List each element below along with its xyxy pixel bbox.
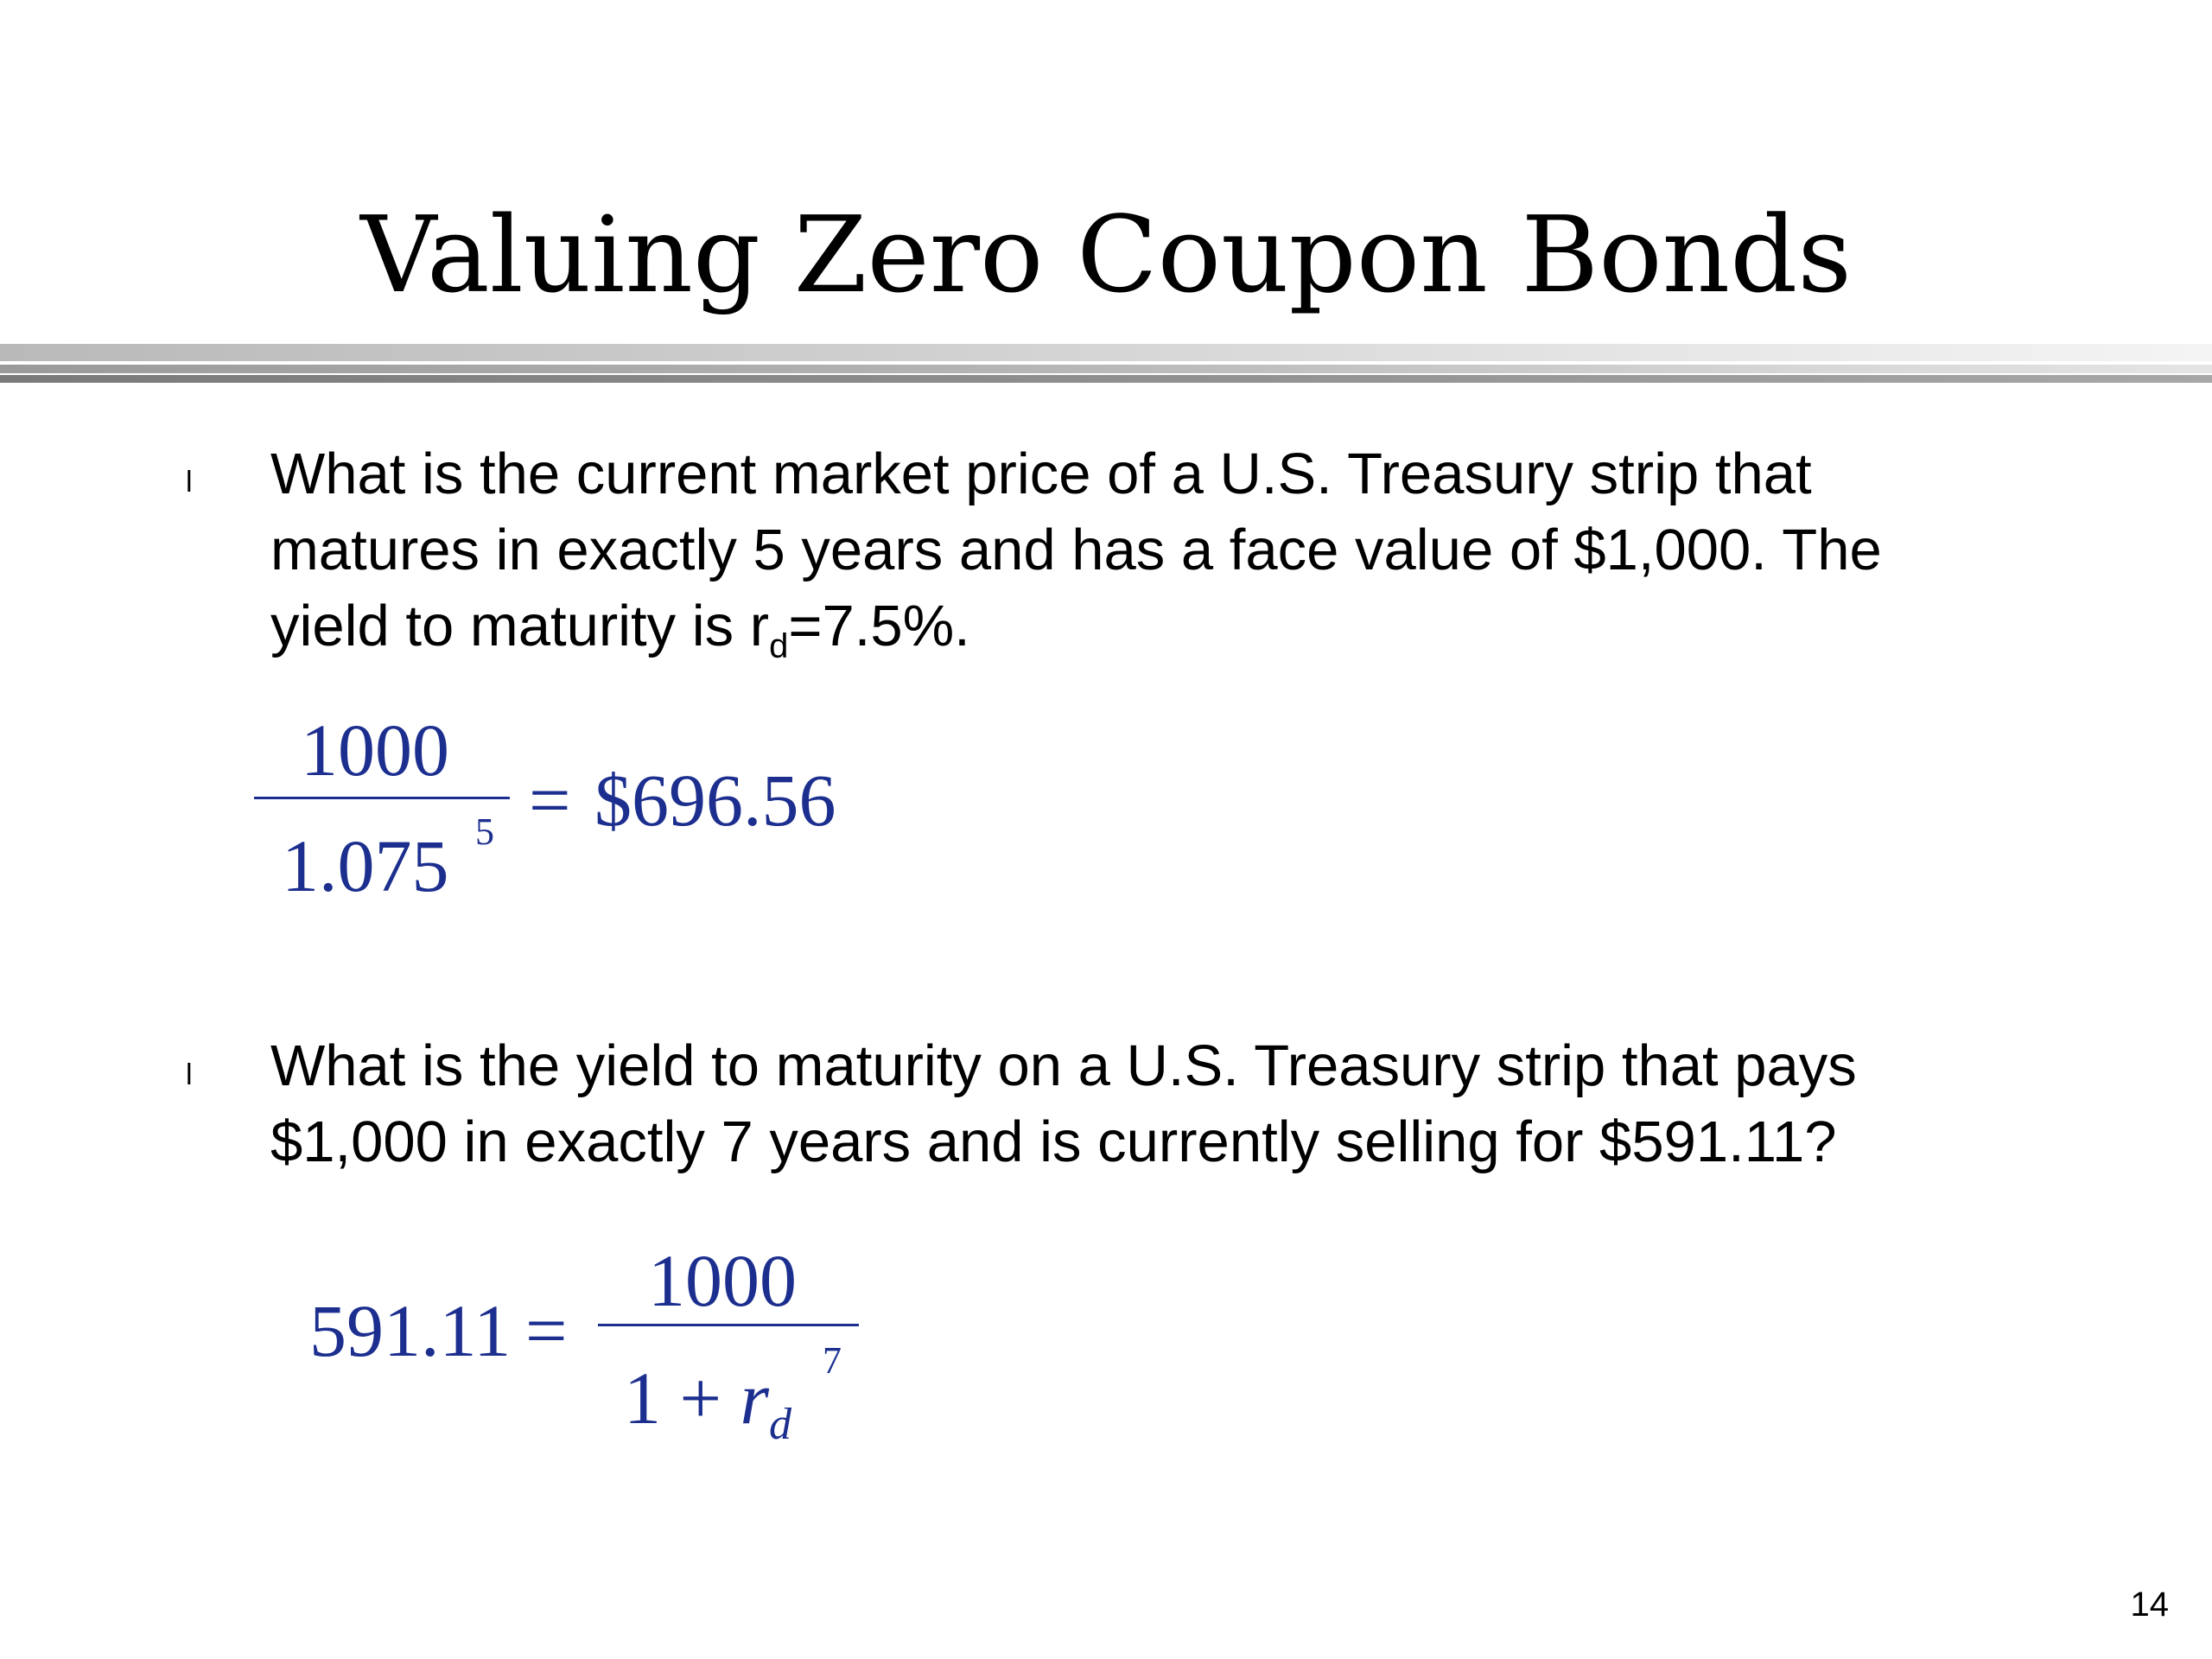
equation-2-numerator: 1000	[648, 1239, 797, 1322]
equation-1-exponent: 5	[475, 810, 494, 853]
page-number: 14	[2130, 1586, 2169, 1624]
question-2-line-1: What is the yield to maturity on a U.S. Treasury strip that pays	[270, 1033, 1857, 1098]
slide-title: Valuing Zero Coupon Bonds	[360, 194, 1852, 316]
question-1-line-1: What is the current market price of a U.S. Treasury strip that	[270, 442, 1812, 506]
bullet-marker: l	[186, 1058, 193, 1091]
equation-2-denominator-one: 1	[624, 1357, 661, 1440]
question-1-line-3	[270, 588, 1882, 664]
title-divider-dark	[0, 375, 2212, 383]
equation-1-fraction-bar	[254, 797, 510, 799]
rd-subscript: d	[769, 627, 789, 665]
question-1-line-3-suffix: =7.5%.	[788, 594, 970, 658]
equation-2-rate-subscript: d	[768, 1400, 791, 1449]
question-2	[270, 1028, 1857, 1180]
equation-2-rate-variable: r	[740, 1357, 769, 1440]
equation-2-exponent: 7	[823, 1339, 842, 1382]
title-divider-medium	[0, 365, 2212, 373]
equation-1-numerator: 1000	[301, 709, 449, 791]
equation-2-denominator	[624, 1355, 791, 1452]
equation-2-equals: =	[525, 1289, 568, 1372]
equation-2-fraction-bar	[598, 1324, 859, 1326]
title-divider-light	[0, 344, 2212, 361]
equation-1-equals: =	[529, 759, 571, 842]
equation-1-result: $696.56	[594, 759, 836, 842]
bullet-marker: l	[186, 466, 193, 499]
equation-1-denominator: 1.075	[282, 824, 449, 907]
question-2-line-2: $1,000 in exactly 7 years and is currently selling for $591.11?	[270, 1109, 1837, 1174]
question-1-line-3-prefix: yield to maturity is r	[270, 594, 770, 658]
question-1-line-2: matures in exactly 5 years and has a face value of $1,000. The	[270, 518, 1882, 582]
equation-2-plus: +	[679, 1357, 722, 1440]
question-1	[270, 436, 1882, 664]
equation-2-lhs: 591.11	[309, 1289, 512, 1372]
